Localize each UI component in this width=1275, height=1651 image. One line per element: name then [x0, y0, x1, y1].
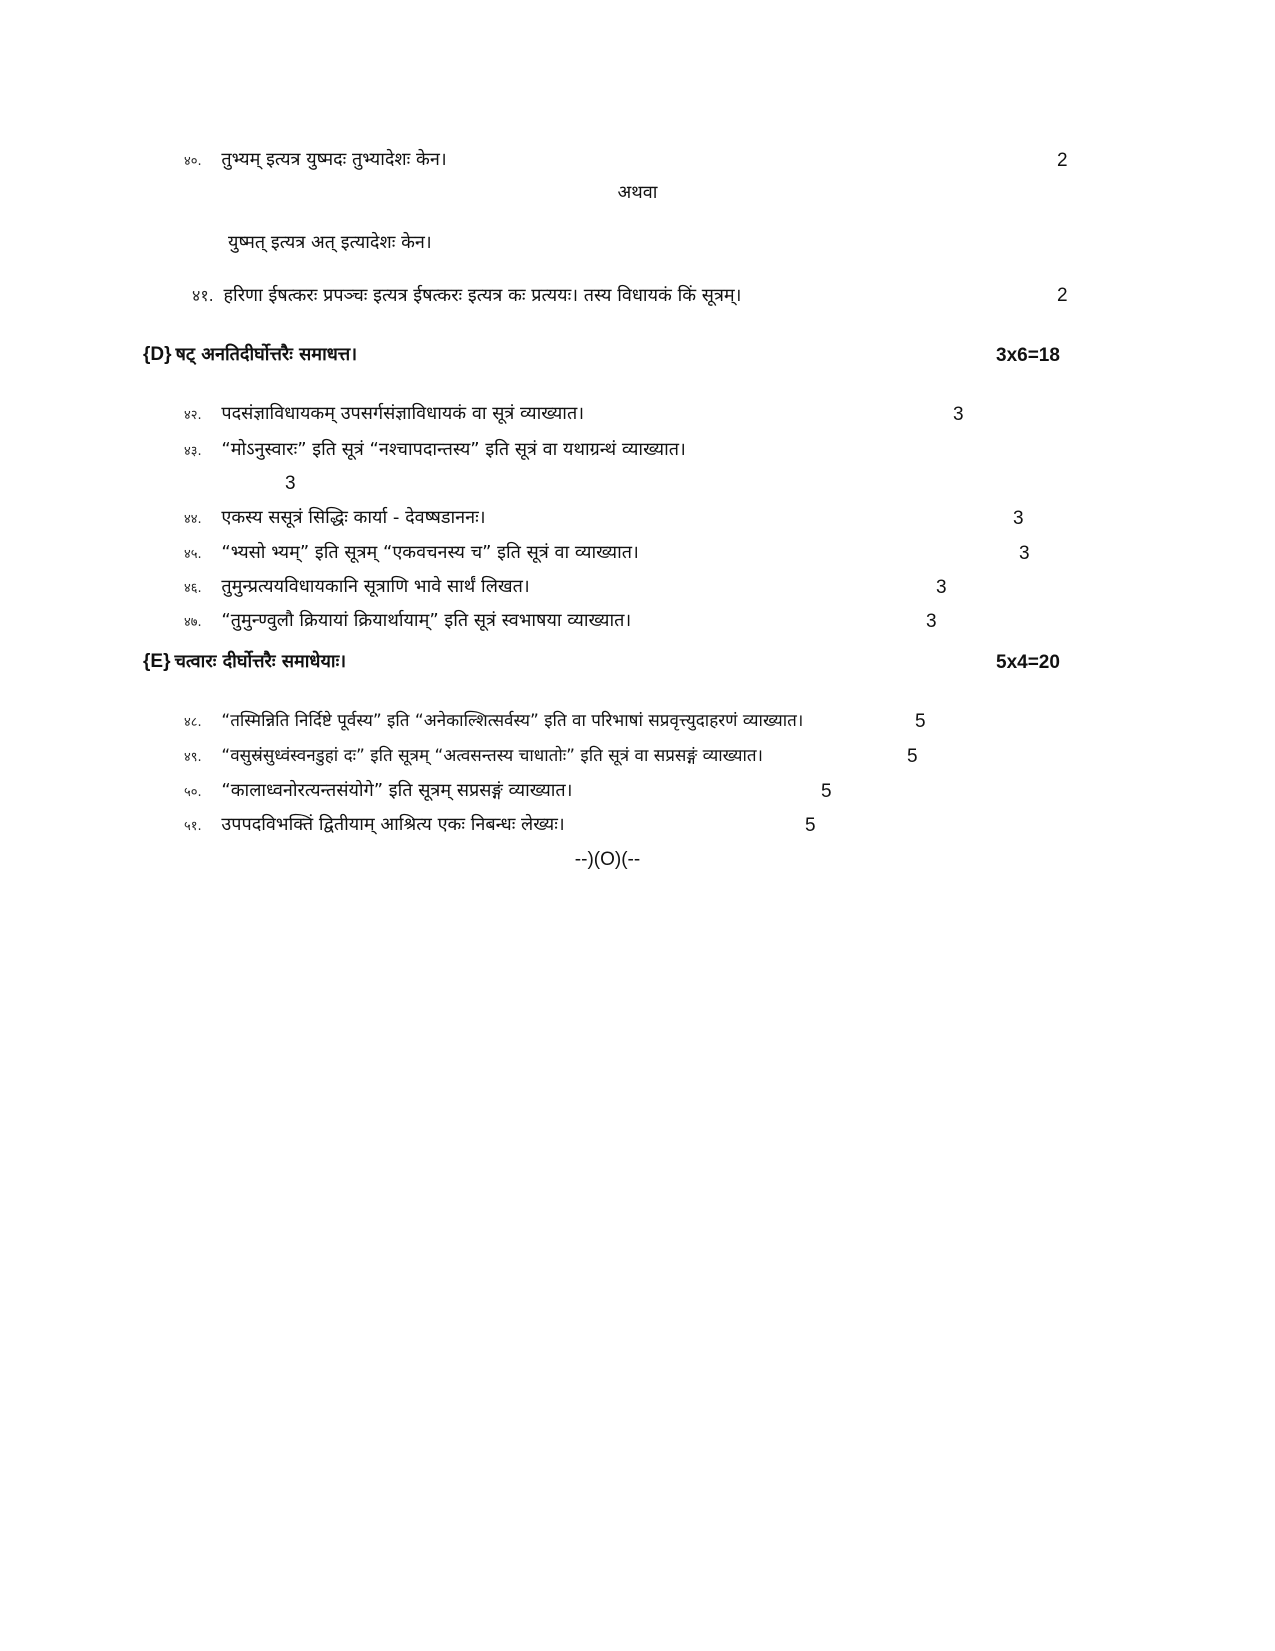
- question-text: युष्मत् इत्यत्र अत् इत्यादेशः केन।: [228, 232, 432, 253]
- question-43: [184, 438, 686, 464]
- question-text: “कालाध्वनोरत्यन्तसंयोगे” इति सूत्रम् सप्रसङ्गं व्याख्यात।: [221, 780, 573, 801]
- question-number: ५१.: [184, 819, 202, 834]
- question-text: “तुमुन्ण्वुलौ क्रियायां क्रियार्थायाम्” इति सूत्रं स्वभाषया व्याख्यात।: [221, 610, 632, 631]
- end-marker: --)(O)(--: [574, 849, 641, 870]
- or-label: अथवा: [617, 182, 658, 203]
- section-d-marks: 3x6=18: [996, 345, 1060, 366]
- section-e-marks: 5x4=20: [996, 652, 1060, 673]
- question-49: [184, 744, 763, 770]
- question-40-alternative: [228, 231, 432, 255]
- question-marks: 3: [1019, 543, 1030, 564]
- question-number: ४२.: [184, 408, 202, 423]
- question-marks: 2: [1057, 285, 1068, 306]
- question-text: तुमुन्प्रत्ययविधायकानि सूत्राणि भावे सार्थं लिखत।: [221, 576, 530, 597]
- question-text: पदसंज्ञाविधायकम् उपसर्गसंज्ञाविधायकं वा सूत्रं व्याख्यात।: [221, 403, 585, 424]
- question-text: उपपदविभक्तिं द्वितीयाम् आश्रित्य एकः निबन्धः लेख्यः।: [221, 814, 565, 835]
- section-d-heading: [143, 343, 357, 367]
- question-marks: 3: [936, 577, 947, 598]
- question-text: तुभ्यम् इत्यत्र युष्मदः तुभ्यादेशः केन।: [221, 149, 447, 170]
- question-51: [184, 813, 565, 839]
- question-41: [192, 284, 741, 308]
- question-marks: 3: [953, 404, 964, 425]
- question-50: [184, 779, 573, 805]
- question-number: ४६.: [184, 581, 202, 596]
- question-number: ४३.: [184, 444, 202, 459]
- question-text: “वसुस्रंसुध्वंस्वनडुहां दः” इति सूत्रम् “अत्वसन्तस्य चाधातोः” इति सूत्रं वा सप्रसङ्गं व्याख्यात।: [221, 746, 763, 766]
- question-text: हरिणा ईषत्करः प्रपञ्चः इत्यत्र ईषत्करः इत्यत्र कः प्रत्ययः। तस्य विधायकं किं सूत्रम्।: [223, 285, 742, 306]
- question-number: ४०.: [184, 154, 202, 169]
- question-number: ४४.: [184, 512, 202, 527]
- question-number: ४७.: [184, 615, 202, 630]
- question-marks: 5: [805, 815, 816, 836]
- section-tag: {D}: [143, 344, 172, 365]
- question-text: “मोऽनुस्वारः” इति सूत्रं “नश्चापदान्तस्य” इति सूत्रं वा यथाग्रन्थं व्याख्यात।: [221, 439, 686, 460]
- section-e-heading: [143, 650, 346, 674]
- question-marks: 2: [1057, 150, 1068, 171]
- question-marks: 5: [915, 711, 926, 732]
- question-marks: 5: [907, 746, 918, 767]
- question-46: [184, 575, 530, 601]
- question-text: “भ्यसो भ्यम्” इति सूत्रम् “एकवचनस्य च” इति सूत्रं वा व्याख्यात।: [221, 542, 639, 563]
- question-number: ४५.: [184, 547, 202, 562]
- question-text: एकस्य ससूत्रं सिद्धिः कार्या - देवष्षडाननः।: [221, 507, 486, 528]
- question-47: [184, 609, 631, 635]
- question-45: [184, 541, 639, 567]
- question-marks: 3: [1013, 508, 1024, 529]
- question-marks: 5: [821, 781, 832, 802]
- question-40: [184, 148, 447, 174]
- question-44: [184, 506, 486, 532]
- section-tag: {E}: [143, 651, 171, 672]
- question-42: [184, 402, 584, 428]
- question-number: ५०.: [184, 785, 202, 800]
- section-title: षट् अनतिदीर्घोत्तरैः समाधत्त।: [175, 344, 358, 365]
- question-marks: 3: [926, 611, 937, 632]
- question-marks: 3: [285, 473, 296, 494]
- question-text: “तस्मिन्निति निर्दिष्टे पूर्वस्य” इति “अनेकाल्शित्सर्वस्य” इति वा परिभाषां सप्रवृत्त्युदाहरणं व्याख्यात।: [221, 711, 804, 731]
- question-number: ४८.: [184, 715, 202, 730]
- question-number: ४९.: [184, 750, 202, 765]
- question-48: [184, 709, 803, 735]
- section-title: चत्वारः दीर्घोत्तरैः समाधेयाः।: [174, 651, 347, 672]
- question-number: ४१.: [192, 286, 214, 305]
